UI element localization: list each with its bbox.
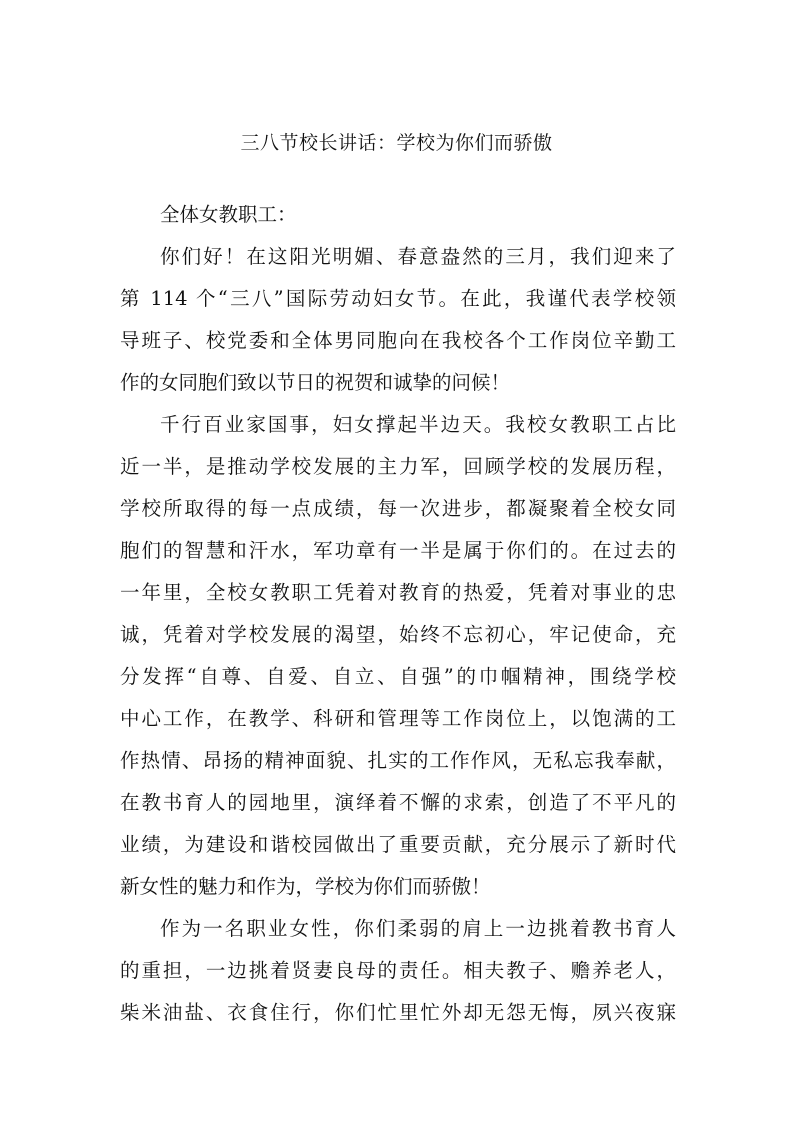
salutation-line: 全体女教职工： [160,203,297,226]
document-title: 三八节校长讲话：学校为你们而骄傲 [240,132,553,154]
paragraph-line: 千行百业家国事，妇女撑起半边天。我校女教职工占比 [160,413,676,436]
paragraph-line: 作的女同胞们致以节日的祝贺和诚挚的问候！ [120,371,511,394]
paragraph-line: 你们好！在这阳光明媚、春意盎然的三月，我们迎来了 [160,245,676,268]
paragraph-line: 一年里，全校女教职工凭着对教育的热爱，凭着对事业的忠 [120,581,676,604]
paragraph-line: 导班子、校党委和全体男同胞向在我校各个工作岗位辛勤工 [120,329,676,352]
document-body [120,194,676,1034]
paragraph-line: 学校所取得的每一点成绩，每一次进步，都凝聚着全校女同 [120,497,676,520]
paragraph-line: 的重担，一边挑着贤妻良母的责任。相夫教子、赡养老人， [120,959,676,982]
paragraph-line: 柴米油盐、衣食住行，你们忙里忙外却无怨无悔，夙兴夜寐 [120,1001,676,1024]
paragraph-line: 新女性的魅力和作为，学校为你们而骄傲！ [120,875,491,898]
paragraph-line: 中心工作，在教学、科研和管理等工作岗位上，以饱满的工 [120,707,676,730]
paragraph-line: 分发挥“自尊、自爱、自立、自强”的巾帼精神，围绕学校 [120,665,676,688]
paragraph-line: 在教书育人的园地里，演绎着不懈的求索，创造了不平凡的 [120,791,676,814]
paragraph-line: 第 114 个“三八”国际劳动妇女节。在此，我谨代表学校领 [120,287,676,310]
paragraph-line: 作为一名职业女性，你们柔弱的肩上一边挑着教书育人 [160,917,676,940]
paragraph-line: 业绩，为建设和谐校园做出了重要贡献，充分展示了新时代 [120,833,676,856]
paragraph-line: 胞们的智慧和汗水，军功章有一半是属于你们的。在过去的 [120,539,676,562]
paragraph-line: 作热情、昂扬的精神面貌、扎实的工作作风，无私忘我奉献， [120,749,676,772]
paragraph-line: 近一半，是推动学校发展的主力军，回顾学校的发展历程， [120,455,676,478]
paragraph-line: 诚，凭着对学校发展的渴望，始终不忘初心，牢记使命，充 [120,623,676,646]
